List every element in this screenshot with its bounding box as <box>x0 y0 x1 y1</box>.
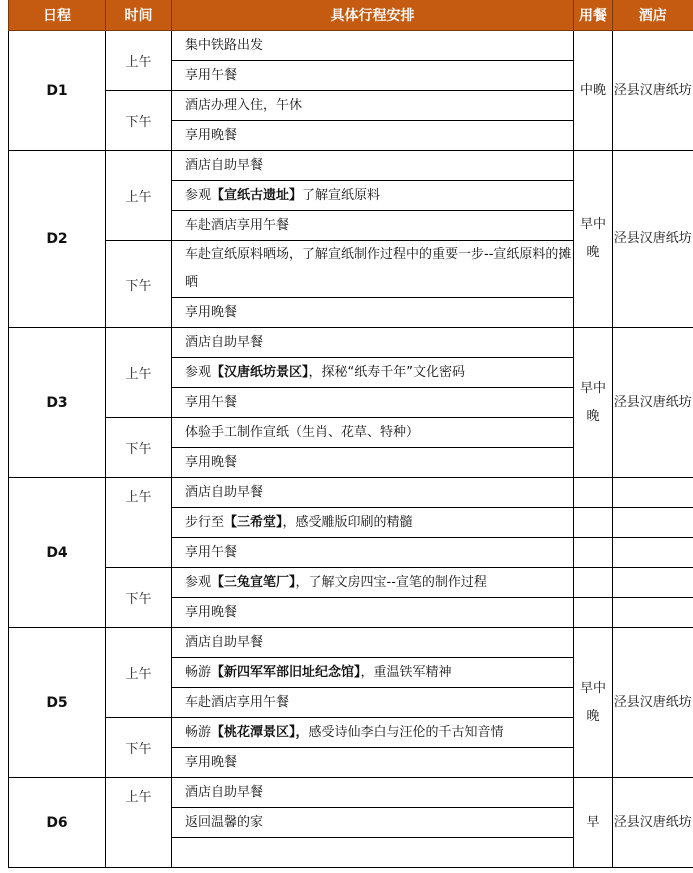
meal-cell: 早中晚 <box>574 628 613 778</box>
hotel-cell: 泾县汉唐纸坊 <box>613 31 693 151</box>
itinerary-item <box>172 31 574 61</box>
item-text: 酒店自助早餐 <box>185 784 264 800</box>
item-text: 酒店自助早餐 <box>185 634 264 650</box>
time-cell: 上午 <box>106 31 172 91</box>
itinerary-item <box>172 718 574 748</box>
item-text: 步行至 <box>185 514 225 530</box>
time-cell: 上午 <box>106 328 172 418</box>
itinerary-item <box>172 478 574 508</box>
meal-cell <box>574 508 613 538</box>
header-meal: 用餐 <box>574 0 613 31</box>
item-text: ，感受雕版印刷的精髓 <box>282 514 413 530</box>
itinerary-item <box>172 598 574 628</box>
highlight-text: 【新四军军部旧址纪念馆】 <box>211 664 361 680</box>
item-text: 集中铁路出发 <box>185 37 264 53</box>
itinerary-table <box>8 0 693 868</box>
item-text: 享用晚餐 <box>185 127 238 143</box>
highlight-text: 【桃花潭景区】， <box>211 724 309 740</box>
item-text: 享用晚餐 <box>185 304 238 320</box>
item-text: 参观 <box>185 364 212 380</box>
item-text: 酒店自助早餐 <box>185 334 264 350</box>
header-plan: 具体行程安排 <box>172 0 574 31</box>
item-text: ，探秘“纸寿千年”文化密码 <box>308 364 466 380</box>
item-text: 享用午餐 <box>185 394 238 410</box>
hotel-cell <box>613 538 693 568</box>
item-text: 车赴酒店享用午餐 <box>185 694 290 710</box>
day-cell: D2 <box>9 151 106 328</box>
header-day: 日程 <box>9 0 106 31</box>
hotel-cell <box>613 568 693 598</box>
itinerary-item <box>172 121 574 151</box>
itinerary-item <box>172 508 574 538</box>
meal-cell: 中晚 <box>574 31 613 151</box>
meal-cell: 早中晚 <box>574 151 613 328</box>
day-cell: D6 <box>9 778 106 868</box>
meal-cell <box>574 538 613 568</box>
item-text: 车赴酒店享用午餐 <box>185 217 290 233</box>
item-text: 享用午餐 <box>185 67 238 83</box>
itinerary-item <box>172 91 574 121</box>
item-text: 车赴宣纸原料晒场，了解宣纸制作过程中的重要一步--宣纸原料的摊晒 <box>185 247 572 290</box>
item-text: 酒店自助早餐 <box>185 157 264 173</box>
time-cell: 下午 <box>106 418 172 478</box>
itinerary-item <box>172 628 574 658</box>
highlight-text: 【汉唐纸坊景区】 <box>211 364 309 380</box>
itinerary-item <box>172 808 574 838</box>
itinerary-item <box>172 838 574 868</box>
item-text: 返回温馨的家 <box>185 814 264 830</box>
itinerary-item <box>172 328 574 358</box>
item-text: 感受诗仙李白与汪伦的千古知音情 <box>308 724 504 740</box>
itinerary-item <box>172 388 574 418</box>
time-cell: 下午 <box>106 241 172 328</box>
time-cell: 上午 <box>106 778 172 868</box>
itinerary-item <box>172 688 574 718</box>
day-cell: D1 <box>9 31 106 151</box>
meal-cell: 早 <box>574 778 613 868</box>
table-row <box>9 328 693 358</box>
itinerary-item <box>172 358 574 388</box>
highlight-text: 【三希堂】 <box>224 514 283 530</box>
itinerary-item <box>172 211 574 241</box>
itinerary-item <box>172 181 574 211</box>
header-time: 时间 <box>106 0 172 31</box>
item-text: ，重温铁军精神 <box>360 664 452 680</box>
highlight-text: 【三兔宣笔厂】 <box>211 574 296 590</box>
itinerary-item <box>172 748 574 778</box>
meal-cell <box>574 478 613 508</box>
item-text: 畅游 <box>185 724 212 740</box>
itinerary-item <box>172 538 574 568</box>
table-row <box>9 151 693 181</box>
item-text: 畅游 <box>185 664 212 680</box>
time-cell: 下午 <box>106 568 172 628</box>
table-row <box>9 31 693 61</box>
time-cell: 下午 <box>106 718 172 778</box>
itinerary-item <box>172 448 574 478</box>
table-row <box>9 568 693 598</box>
table-row <box>9 778 693 808</box>
item-text: 参观 <box>185 187 212 203</box>
item-text: ，了解文房四宝--宣笔的制作过程 <box>295 574 487 590</box>
table-row <box>9 478 693 508</box>
time-cell: 上午 <box>106 478 172 568</box>
item-text: 了解宣纸原料 <box>302 187 381 203</box>
itinerary-item <box>172 418 574 448</box>
meal-cell: 早中晚 <box>574 328 613 478</box>
item-text: 参观 <box>185 574 212 590</box>
hotel-cell: 泾县汉唐纸坊 <box>613 778 693 868</box>
time-cell: 下午 <box>106 91 172 151</box>
hotel-cell: 泾县汉唐纸坊 <box>613 628 693 778</box>
item-text: 酒店自助早餐 <box>185 484 264 500</box>
highlight-text: 【宣纸古遗址】 <box>211 187 303 203</box>
item-text: 享用晚餐 <box>185 454 238 470</box>
hotel-cell: 泾县汉唐纸坊 <box>613 151 693 328</box>
itinerary-item <box>172 298 574 328</box>
itinerary-item <box>172 241 574 298</box>
time-cell: 上午 <box>106 628 172 718</box>
item-text: 享用晚餐 <box>185 754 238 770</box>
day-cell: D4 <box>9 478 106 628</box>
meal-cell <box>574 598 613 628</box>
item-text: 享用午餐 <box>185 544 238 560</box>
hotel-cell <box>613 598 693 628</box>
item-text: 酒店办理入住，午休 <box>185 97 303 113</box>
item-text: 享用晚餐 <box>185 604 238 620</box>
header-row <box>9 0 693 31</box>
itinerary-item <box>172 778 574 808</box>
time-cell: 上午 <box>106 151 172 241</box>
hotel-cell: 泾县汉唐纸坊 <box>613 328 693 478</box>
day-cell: D5 <box>9 628 106 778</box>
itinerary-item <box>172 61 574 91</box>
table-row <box>9 628 693 658</box>
itinerary-item <box>172 658 574 688</box>
hotel-cell <box>613 508 693 538</box>
item-text: 体验手工制作宣纸（生肖、花草、特种） <box>185 424 420 440</box>
hotel-cell <box>613 478 693 508</box>
itinerary-item <box>172 151 574 181</box>
meal-cell <box>574 568 613 598</box>
itinerary-item <box>172 568 574 598</box>
header-hotel: 酒店 <box>613 0 693 31</box>
day-cell: D3 <box>9 328 106 478</box>
